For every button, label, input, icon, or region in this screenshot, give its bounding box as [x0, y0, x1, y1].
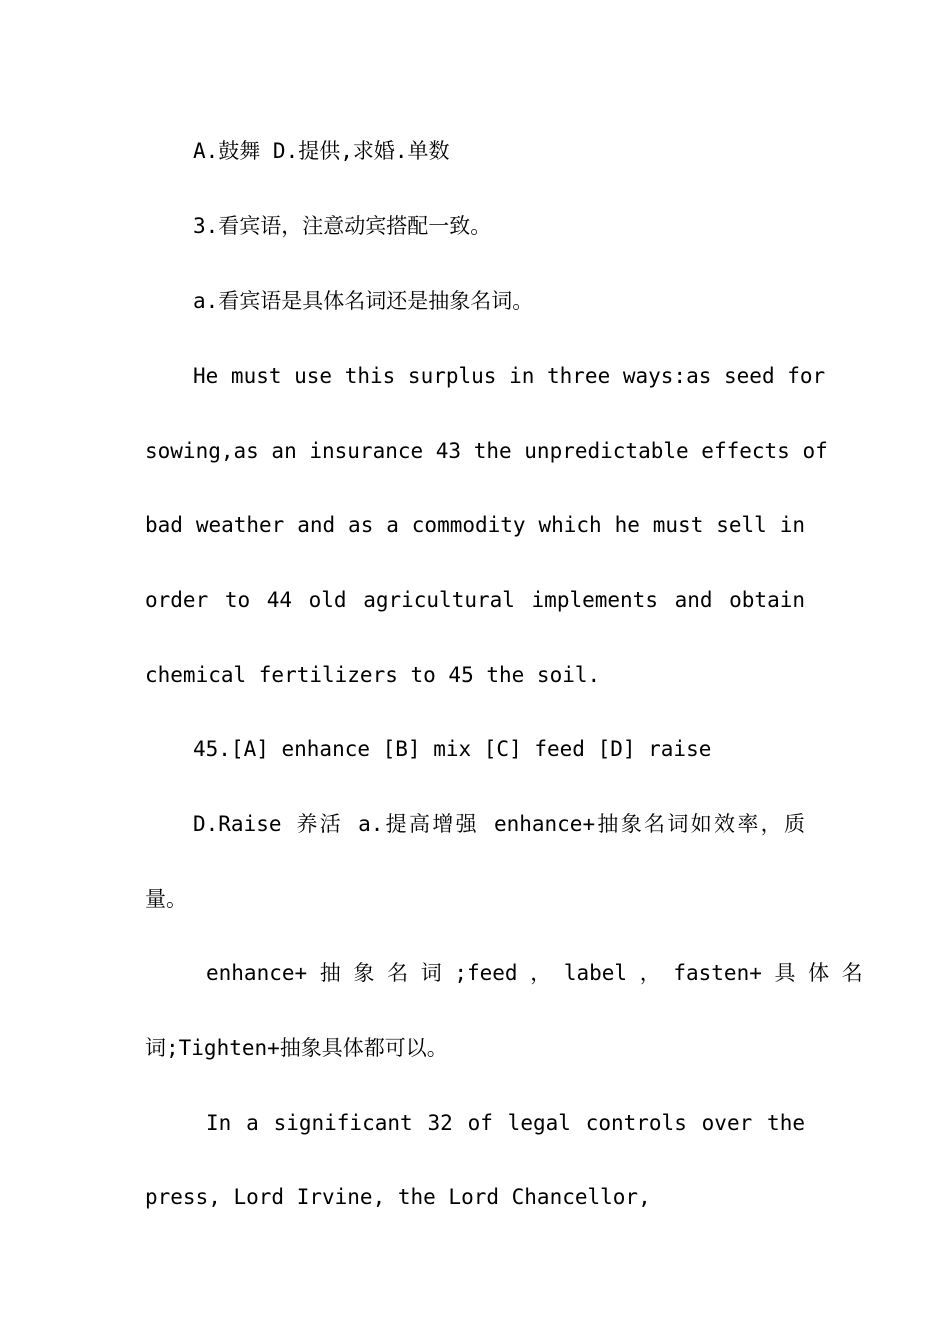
text-line-options-translation: A.鼓舞 D.提供,求婚.单数 [193, 139, 450, 163]
text-line-collocation-2: 词;Tighten+抽象具体都可以。 [145, 1036, 448, 1060]
text-line-question-45: 45.[A] enhance [B] mix [C] feed [D] raise [193, 737, 712, 761]
text-line-tip-3a: a.看宾语是具体名词还是抽象名词。 [193, 289, 534, 313]
text-line-passage-3: bad weather and as a commodity which he must sell in [145, 513, 805, 537]
text-line-passage-4: order to 44 old agricultural implements and obtain [145, 588, 805, 612]
text-line-passage-5: chemical fertilizers to 45 the soil. [145, 663, 601, 687]
text-line-collocation-1: enhance+ 抽 象 名 词 ;feed ， label ， fasten+ 具 体 名 [206, 961, 863, 985]
text-line-passage2-1: In a significant 32 of legal controls over the [206, 1111, 805, 1135]
text-line-passage-1: He must use this surplus in three ways:as seed for [193, 364, 826, 388]
text-line-passage2-2: press, Lord Irvine, the Lord Chancellor, [145, 1185, 651, 1209]
text-line-answer-explanation-2: 量。 [145, 887, 187, 911]
text-line-tip-3: 3.看宾语，注意动宾搭配一致。 [193, 214, 492, 238]
text-line-passage-2: sowing,as an insurance 43 the unpredictable effects of [145, 439, 828, 463]
text-line-answer-explanation-1: D.Raise 养活 a.提高增强 enhance+抽象名词如效率，质 [193, 812, 805, 836]
